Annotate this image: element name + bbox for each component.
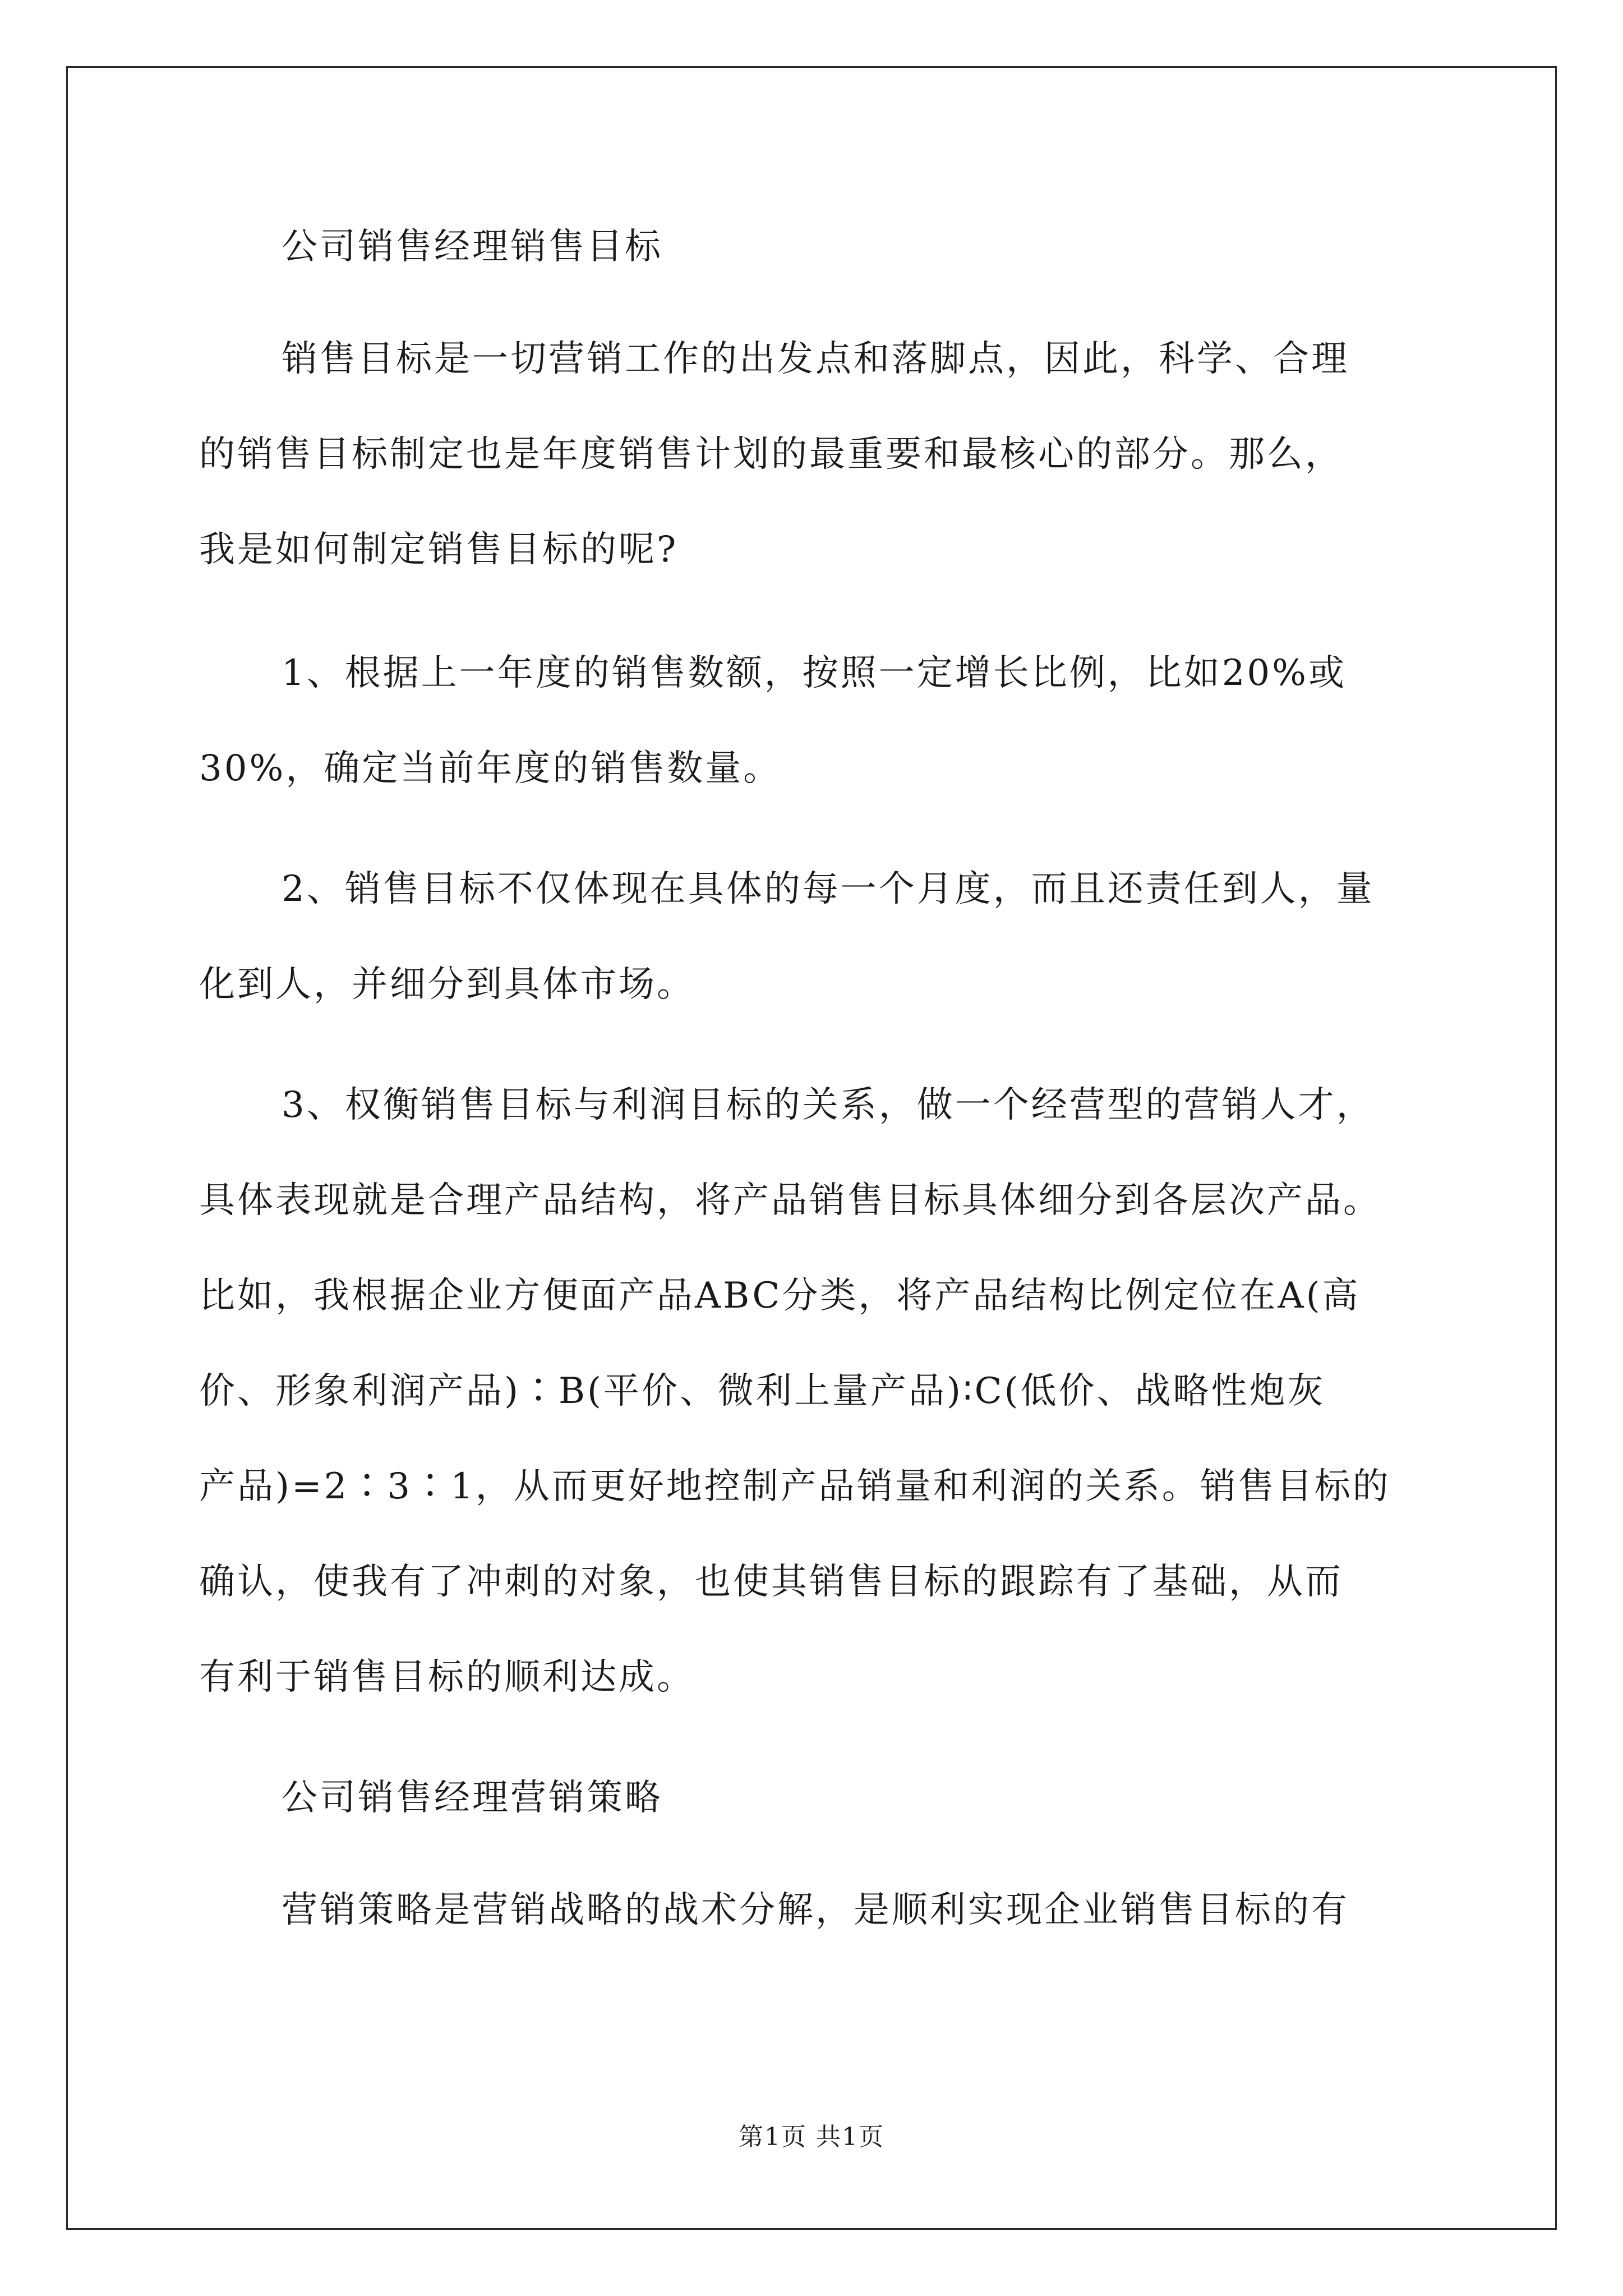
list-item-line: 化到人，并细分到具体市场。	[199, 964, 695, 1005]
paragraph-line: 我是如何制定销售目标的呢?	[199, 529, 679, 570]
list-item-line: 确认，使我有了冲刺的对象，也使其销售目标的跟踪有了基础，从而	[199, 1561, 1343, 1603]
paragraph-line: 销售目标是一切营销工作的出发点和落脚点，因此，科学、合理	[282, 338, 1349, 380]
section-heading-sales-target: 公司销售经理销售目标	[282, 226, 663, 268]
list-item-line: 2、销售目标不仅体现在具体的每一个月度，而且还责任到人，量	[282, 868, 1375, 910]
paragraph-line: 的销售目标制定也是年度销售计划的最重要和最核心的部分。那么，	[199, 434, 1343, 475]
list-item-line: 3、权衡销售目标与利润目标的关系，做一个经营型的营销人才，	[282, 1084, 1375, 1126]
list-item-line: 价、形象利润产品)∶B(平价、微利上量产品)∶C(低价、战略性炮灰	[199, 1370, 1326, 1412]
list-item-line: 有利于销售目标的顺利达成。	[199, 1657, 695, 1698]
list-item-line: 产品)=2∶3∶1，从而更好地控制产品销量和利润的关系。销售目标的	[199, 1466, 1391, 1507]
page-footer: 第1页 共1页	[739, 2123, 884, 2151]
list-item-line: 1、根据上一年度的销售数额，按照一定增长比例，比如20%或	[282, 652, 1347, 694]
section-heading-marketing-strategy: 公司销售经理营销策略	[282, 1777, 663, 1819]
list-item-line: 具体表现就是合理产品结构，将产品销售目标具体细分到各层次产品。	[199, 1180, 1381, 1221]
list-item-line: 30%，确定当前年度的销售数量。	[199, 748, 782, 789]
list-item-line: 比如，我根据企业方便面产品ABC分类，将产品结构比例定位在A(高	[199, 1275, 1361, 1317]
paragraph-line: 营销策略是营销战略的战术分解，是顺利实现企业销售目标的有	[282, 1889, 1349, 1931]
